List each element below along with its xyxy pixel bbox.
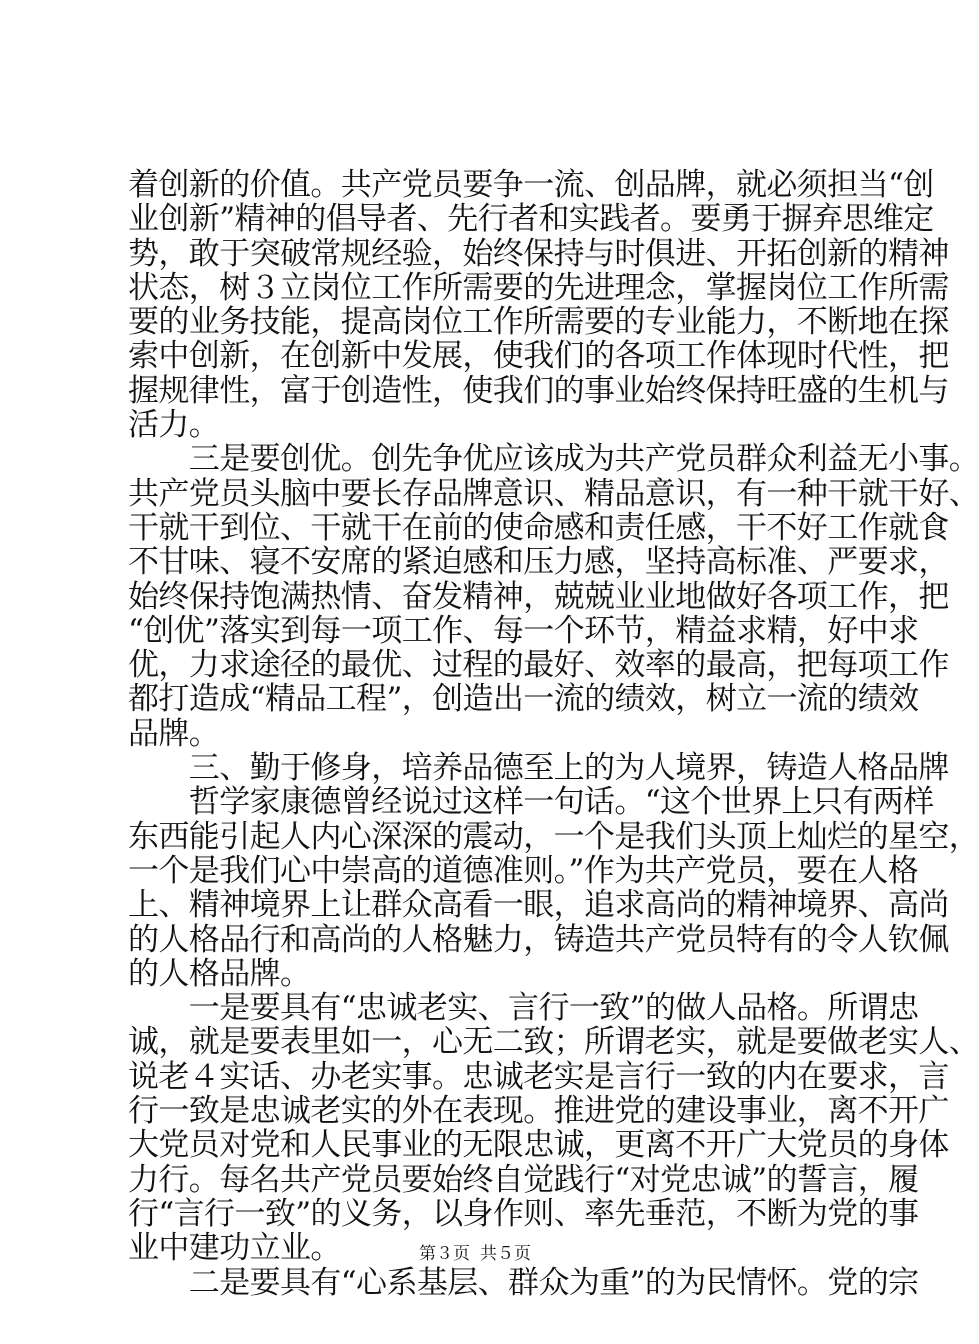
text-line: 大党员对党和人民事业的无限忠诚，更离不开广大党员的身体: [128, 1127, 949, 1164]
text-line: 共产党员头脑中要长存品牌意识、精品意识，有一种干就干好、: [128, 475, 979, 512]
section-heading: 三、勤于修身，培养品德至上的为人境界，铸造人格品牌: [128, 750, 949, 787]
text-line: 行“言行一致”的义务，以身作则、率先垂范，不断为党的事: [128, 1195, 919, 1232]
text-line: 都打造成“精品工程”，创造出一流的绩效，树立一流的绩效: [128, 681, 919, 718]
text-line: 活力。: [128, 407, 220, 444]
text-line: 着创新的价值。共产党员要争一流、创品牌，就必须担当“创: [128, 167, 934, 203]
text-line: 品牌。: [128, 715, 220, 752]
text-line: 业创新”精神的倡导者、先行者和实践者。要勇于摒弃思维定: [128, 201, 934, 238]
text-line: 干就干到位、干就干在前的使命感和责任感，干不好工作就食: [128, 509, 949, 546]
text-line: 的人格品行和高尚的人格魅力，铸造共产党员特有的令人钦佩: [128, 921, 949, 958]
text-line: 一个是我们心中崇高的道德准则。”作为共产党员，要在人格: [128, 852, 919, 889]
text-line: 力行。每名共产党员要始终自觉践行“对党忠诚”的誓言，履: [128, 1161, 919, 1198]
text-line: 始终保持饱满热情、奋发精神，兢兢业业地做好各项工作，把: [128, 578, 949, 615]
text-line: 诚，就是要表里如一，心无二致；所谓老实，就是要做老实人、: [128, 1024, 979, 1061]
text-line: 说老４实话、办老实事。忠诚老实是言行一致的内在要求，言: [128, 1058, 949, 1095]
page-total: 共５页: [480, 1244, 531, 1264]
text-line: 优，力求途径的最优、过程的最好、效率的最高，把每项工作: [128, 647, 949, 684]
text-line: 东西能引起人内心深深的震动，一个是我们头顶上灿烂的星空，: [128, 818, 979, 855]
text-line: 握规律性，富于创造性，使我们的事业始终保持旺盛的生机与: [128, 372, 949, 409]
text-line: 业中建功立业。: [128, 1230, 341, 1267]
text-line: “创优”落实到每一项工作、每一个环节，精益求精，好中求: [128, 612, 919, 649]
text-line: 三是要创优。创先争优应该成为共产党员群众利益无小事。: [128, 441, 979, 478]
text-line: 不甘味、寝不安席的紧迫感和压力感，坚持高标准、严要求，: [128, 544, 949, 581]
text-line: 要的业务技能，提高岗位工作所需要的专业能力，不断地在探: [128, 304, 949, 341]
page-number: 第３页: [419, 1244, 470, 1264]
text-line: 一是要具有“忠诚老实、言行一致”的做人品格。所谓忠: [128, 990, 919, 1027]
text-line: 二是要具有“心系基层、群众为重”的为民情怀。党的宗: [128, 1264, 919, 1301]
text-line: 哲学家康德曾经说过这样一句话。“这个世界上只有两样: [128, 784, 934, 821]
text-line: 行一致是忠诚老实的外在表现。推进党的建设事业，离不开广: [128, 1093, 949, 1130]
text-line: 的人格品牌。: [128, 955, 311, 992]
document-body: [128, 167, 979, 1301]
text-line: 势，敢于突破常规经验，始终保持与时俱进、开拓创新的精神: [128, 235, 949, 272]
page-footer: [0, 1244, 950, 1264]
text-line: 索中创新，在创新中发展，使我们的各项工作体现时代性，把: [128, 338, 949, 375]
text-line: 状态，树３立岗位工作所需要的先进理念，掌握岗位工作所需: [128, 269, 949, 306]
text-line: 上、精神境界上让群众高看一眼，追求高尚的精神境界、高尚: [128, 887, 949, 924]
